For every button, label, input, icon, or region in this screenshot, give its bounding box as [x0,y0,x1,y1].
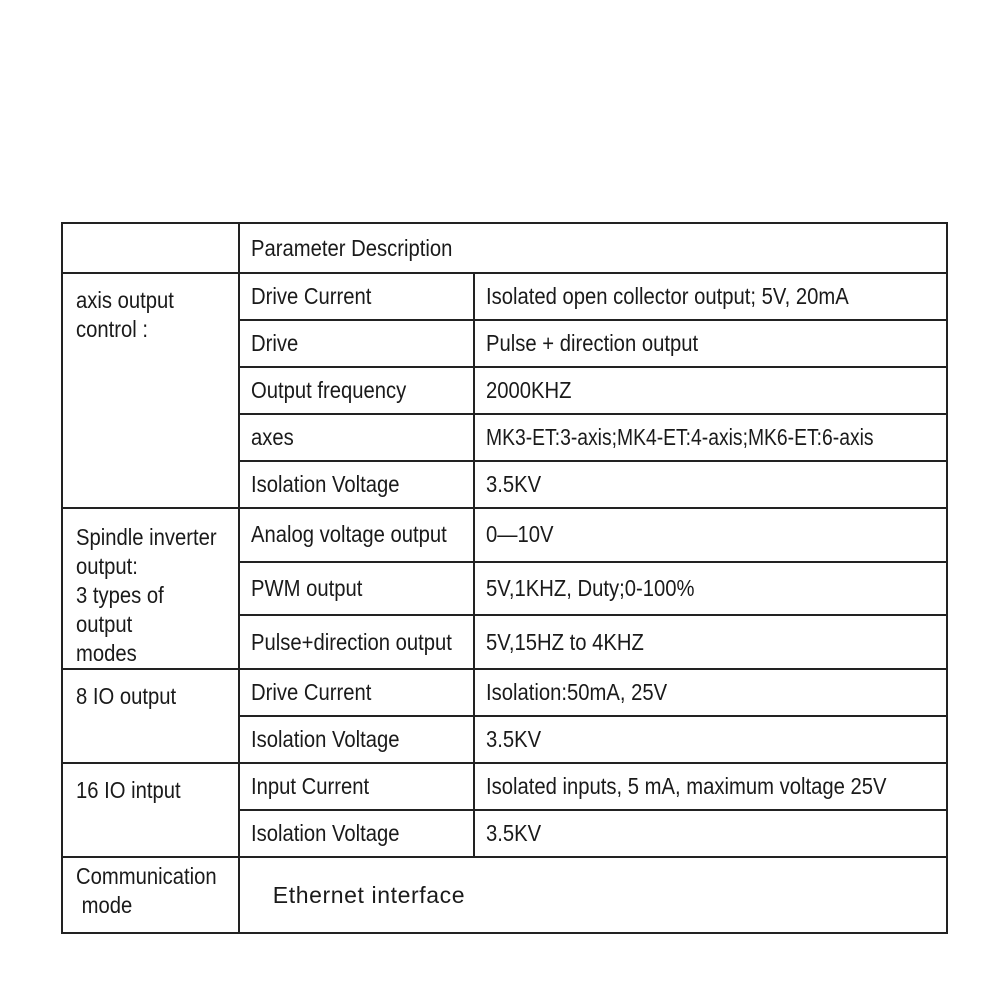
value-cell: 0—10V [474,508,947,562]
group-label-communication-mode: Communication mode [62,857,239,933]
table-row [62,669,947,716]
param-cell: Analog voltage output [239,508,474,562]
value-cell: 5V,15HZ to 4KHZ [474,615,947,669]
table-row [62,763,947,810]
value-cell: Isolated inputs, 5 mA, maximum voltage 25V [474,763,947,810]
value-cell: Isolation:50mA, 25V [474,669,947,716]
group-label-8-io-output: 8 IO output [62,669,239,763]
param-cell: Drive Current [239,669,474,716]
param-cell: Isolation Voltage [239,461,474,508]
header-parameter-description: Parameter Description [239,223,947,273]
table-row [62,273,947,320]
header-empty-cell [62,223,239,273]
param-cell: Isolation Voltage [239,810,474,857]
value-cell: 5V,1KHZ, Duty;0-100% [474,562,947,616]
param-cell: Drive [239,320,474,367]
param-cell: Input Current [239,763,474,810]
table-header-row [62,223,947,273]
param-cell: Drive Current [239,273,474,320]
param-cell: PWM output [239,562,474,616]
value-cell: 2000KHZ [474,367,947,414]
parameter-table [61,222,948,934]
value-cell: Pulse + direction output [474,320,947,367]
param-cell: Output frequency [239,367,474,414]
value-cell: 3.5KV [474,461,947,508]
param-cell: axes [239,414,474,461]
value-cell: 3.5KV [474,716,947,763]
communication-value: Ethernet interface [239,857,947,933]
value-cell: Isolated open collector output; 5V, 20mA [474,273,947,320]
table-row-communication [62,857,947,933]
param-cell: Pulse+direction output [239,615,474,669]
table-row [62,508,947,562]
param-cell: Isolation Voltage [239,716,474,763]
group-label-spindle-inverter-output: Spindle inverter output: 3 types of output modes [62,508,239,669]
group-label-axis-output-control: axis output control : [62,273,239,508]
group-label-16-io-input: 16 IO intput [62,763,239,857]
value-cell: 3.5KV [474,810,947,857]
value-cell: MK3-ET:3-axis;MK4-ET:4-axis;MK6-ET:6-axis [474,414,947,461]
